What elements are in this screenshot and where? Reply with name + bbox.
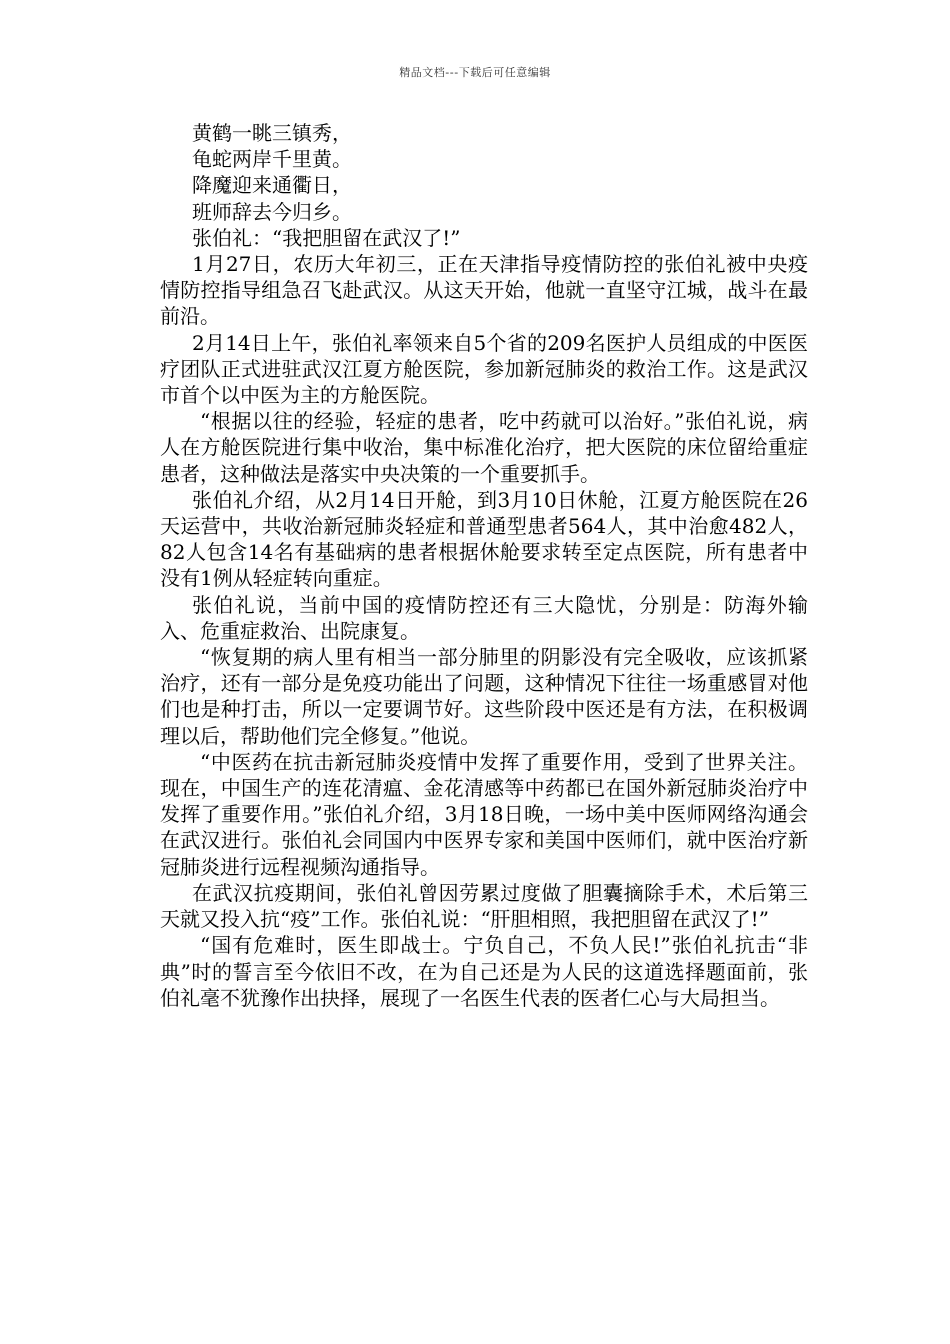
paragraph-quote-doctor-soldier: “国有危难时，医生即战士。宁负自己，不负人民!”张伯礼抗击“非典”时的誓言至今依旧不改，在为自己还是为人民的这道选择题面前，张伯礼毫不犹豫作出抉择，展现了一名医生代表的医者仁心与大局担当。 [160, 933, 808, 1010]
paragraph-quote-mild-cases: “根据以往的经验，轻症的患者，吃中药就可以治好。”张伯礼说，病人在方舱医院进行集中收治，集中标准化治疗，把大医院的床位留给重症患者，这种做法是落实中央决策的一个重要抓手。 [160, 409, 808, 486]
poem-line-1: 黄鹤一眺三镇秀， [192, 121, 352, 145]
paragraph-gallbladder: 在武汉抗疫期间，张伯礼曾因劳累过度做了胆囊摘除手术，术后第三天就又投入抗“疫”工作。张伯礼说：“肝胆相照，我把胆留在武汉了!” [160, 880, 808, 932]
article-body [160, 120, 808, 1011]
poem-line-2: 龟蛇两岸千里黄。 [192, 147, 352, 172]
article-title: 张伯礼：“我把胆留在武汉了!” [192, 225, 461, 250]
paragraph-quote-recovery: “恢复期的病人里有相当一部分肺里的阴影没有完全吸收，应该抓紧治疗，还有一部分是免疫功能出了问题，这种情况下往往一场重感冒对他们也是种打击，所以一定要调节好。这些阶段中医还是有方法，在积极调理以后，帮助他们完全修复。”他说。 [160, 645, 808, 748]
poem-line-3: 降魔迎来通衢日， [192, 173, 352, 198]
paragraph-quote-tcm-role: “中医药在抗击新冠肺炎疫情中发挥了重要作用，受到了世界关注。现在，中国生产的连花清瘟、金花清感等中药都已在国外新冠肺炎治疗中发挥了重要作用。”张伯礼介绍，3月18日晚，一场中美中医师网络沟通会在武汉进行。张伯礼会同国内中医界专家和美国中医师们，就中医治疗新冠肺炎进行远程视频沟通指导。 [160, 749, 808, 879]
paragraph-three-concerns: 张伯礼说，当前中国的疫情防控还有三大隐忧，分别是：防海外输入、危重症救治、出院康复。 [160, 592, 808, 643]
poem-line-4: 班师辞去今归乡。 [192, 199, 352, 224]
paragraph-feb14: 2月14日上午，张伯礼率领来自5个省的209名医护人员组成的中医医疗团队正式进驻武汉江夏方舱医院，参加新冠肺炎的救治工作。这是武汉市首个以中医为主的方舱医院。 [160, 330, 808, 408]
paragraph-jiangxia-stats: 张伯礼介绍，从2月14日开舱，到3月10日休舱，江夏方舱医院在26天运营中，共收治新冠肺炎轻症和普通型患者564人，其中治愈482人，82人包含14名有基础病的患者根据休舱要求转至定点医院，所有患者中没有1例从轻症转向重症。 [160, 487, 808, 591]
page-header: 精品文档---下载后可任意编辑 [399, 66, 551, 79]
paragraph-jan27: 1月27日，农历大年初三，正在天津指导疫情防控的张伯礼被中央疫情防控指导组急召飞赴武汉。从这天开始，他就一直坚守江城，战斗在最前沿。 [160, 252, 808, 329]
